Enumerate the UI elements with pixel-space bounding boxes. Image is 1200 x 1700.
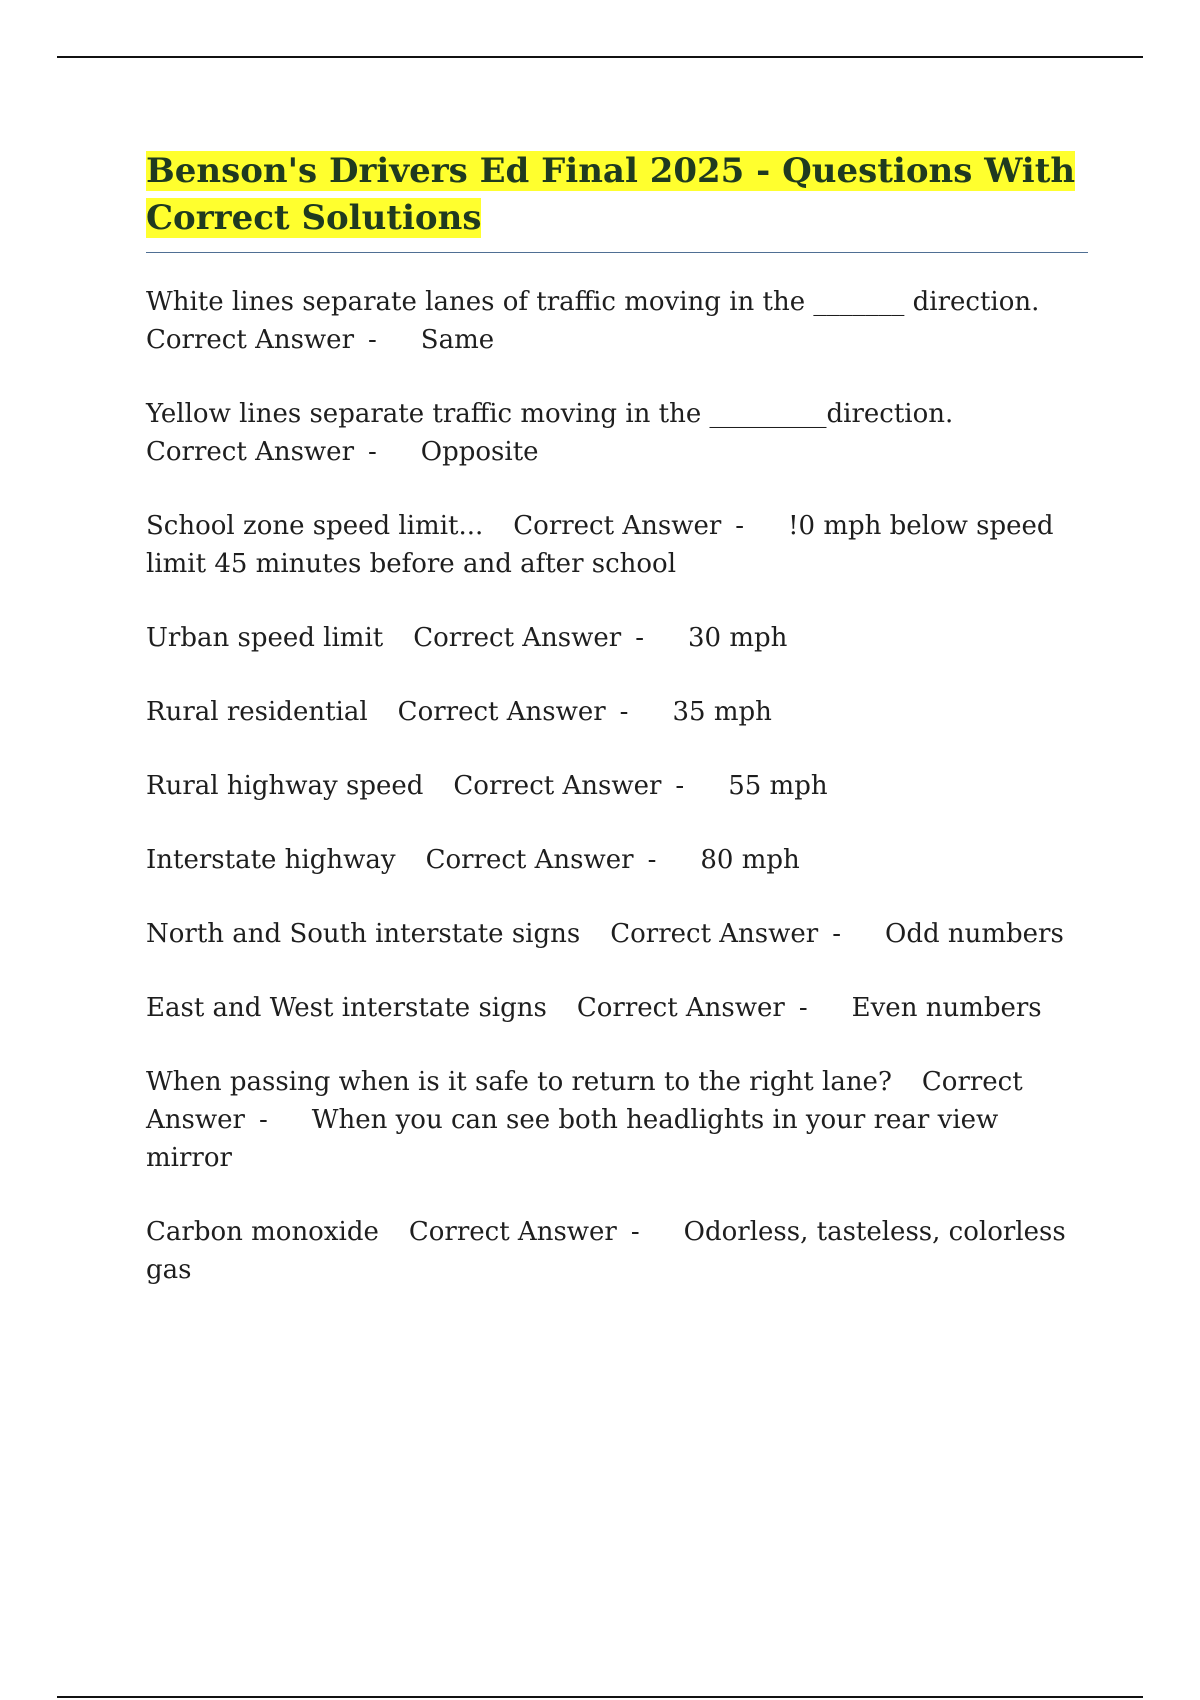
answer-label-7: Correct Answer: [425, 845, 634, 875]
question-4: Urban speed limit: [146, 623, 384, 653]
question-10: When passing when is it safe to return to the right lane?: [146, 1067, 892, 1097]
answer-1: Same: [420, 325, 495, 355]
answer-label-2: Correct Answer: [146, 437, 354, 467]
qa-item-7: [146, 841, 1090, 879]
answer-3: !0 mph below speed limit 45 minutes before and after school: [146, 511, 1054, 579]
question-2: Yellow lines separate traffic moving in the _________direction.: [146, 399, 954, 429]
answer-dash-10: -: [258, 1105, 268, 1135]
answer-4: 30 mph: [688, 623, 788, 653]
answer-label-5: Correct Answer: [397, 697, 606, 727]
answer-label-9: Correct Answer: [576, 993, 785, 1023]
document-title-highlight: Benson's Drivers Ed Final 2025 - Questions With Correct Solutions: [146, 151, 1076, 238]
question-8: North and South interstate signs: [146, 919, 581, 949]
question-7: Interstate highway: [146, 845, 396, 875]
answer-dash-4: -: [635, 623, 645, 653]
answer-dash-6: -: [675, 771, 685, 801]
title-underline: [146, 252, 1088, 253]
qa-item-9: [146, 989, 1090, 1027]
answer-dash-5: -: [619, 697, 629, 727]
answer-8: Odd numbers: [885, 919, 1064, 949]
question-5: Rural residential: [146, 697, 368, 727]
answer-dash-3: -: [735, 511, 745, 541]
answer-6: 55 mph: [728, 771, 828, 801]
answer-label-4: Correct Answer: [413, 623, 622, 653]
answer-7: 80 mph: [700, 845, 800, 875]
answer-dash-9: -: [798, 993, 808, 1023]
answer-label-3: Correct Answer: [513, 511, 722, 541]
answer-dash-11: -: [630, 1217, 640, 1247]
answer-label-6: Correct Answer: [453, 771, 662, 801]
document-body: [146, 148, 1090, 1325]
answer-dash-2: -: [368, 437, 377, 467]
question-11: Carbon monoxide: [146, 1217, 379, 1247]
qa-item-4: [146, 619, 1090, 657]
qa-item-10: [146, 1063, 1090, 1177]
question-3: School zone speed limit...: [146, 511, 484, 541]
answer-11: Odorless, tasteless, colorless gas: [146, 1217, 1066, 1285]
answer-dash-1: -: [368, 325, 377, 355]
qa-item-6: [146, 767, 1090, 805]
answer-5: 35 mph: [672, 697, 772, 727]
answer-dash-7: -: [647, 845, 657, 875]
answer-label-1: Correct Answer: [146, 325, 354, 355]
answer-dash-8: -: [832, 919, 842, 949]
answer-10: When you can see both headlights in your rear view mirror: [146, 1105, 999, 1173]
answer-9: Even numbers: [851, 993, 1042, 1023]
qa-item-5: [146, 693, 1090, 731]
qa-item-11: [146, 1213, 1090, 1289]
answer-2: Opposite: [420, 437, 539, 467]
page-top-rule: [57, 56, 1143, 58]
qa-item-3: [146, 507, 1090, 583]
qa-item-1: [146, 283, 1090, 359]
document-title: [146, 148, 1090, 242]
answer-label-8: Correct Answer: [610, 919, 819, 949]
answer-label-11: Correct Answer: [408, 1217, 617, 1247]
answer-label-10: Correct Answer: [146, 1067, 1023, 1135]
question-1: White lines separate lanes of traffic moving in the _______ direction.: [146, 287, 1040, 317]
qa-list: [146, 283, 1090, 1289]
question-6: Rural highway speed: [146, 771, 424, 801]
page-bottom-rule: [57, 1696, 1143, 1698]
question-9: East and West interstate signs: [146, 993, 547, 1023]
qa-item-8: [146, 915, 1090, 953]
qa-item-2: [146, 395, 1090, 471]
